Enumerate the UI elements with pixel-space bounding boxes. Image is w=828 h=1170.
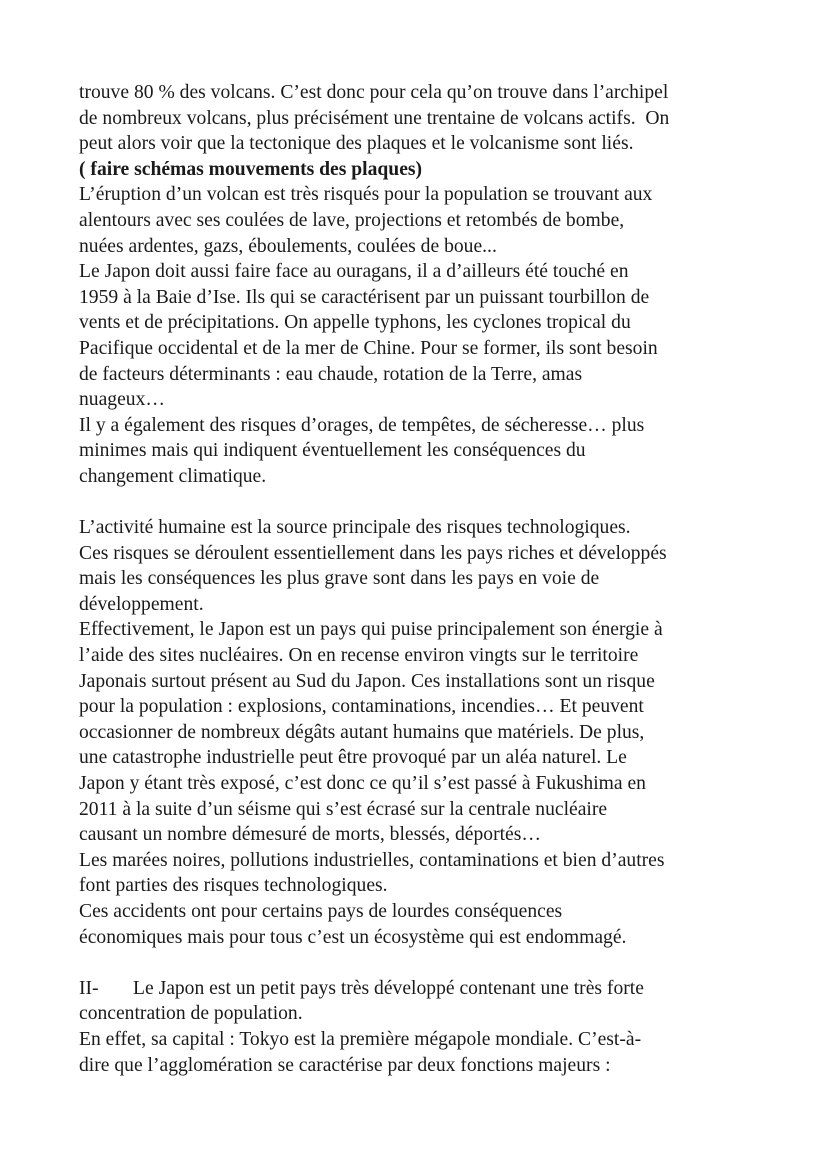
text-line: font parties des risques technologiques.: [79, 875, 388, 897]
text-line: nuageux…: [79, 389, 165, 411]
text-line: Ces risques se déroulent essentiellement dans les pays riches et développés: [79, 542, 667, 564]
text-line: Pacifique occidental et de la mer de Chine. Pour se former, ils sont besoin: [79, 337, 658, 359]
text-line: Japonais surtout présent au Sud du Japon. Ces installations sont un risque: [79, 670, 655, 692]
text-line: Ces accidents ont pour certains pays de lourdes conséquences: [79, 901, 563, 922]
text-line: pour la population : explosions, contaminations, incendies… Et peuvent: [79, 696, 644, 718]
text-line: l’aide des sites nucléaires. On en recense environ vingts sur le territoire: [79, 645, 639, 667]
text-line: trouve 80 % des volcans. C’est donc pour cela qu’on trouve dans l’archipel: [79, 82, 669, 103]
text-line: occasionner de nombreux dégâts autant humains que matériels. De plus,: [79, 721, 645, 743]
text-line: de nombreux volcans, plus précisément une trentaine de volcans actifs. On: [79, 107, 670, 129]
section-heading-text: Le Japon est un petit pays très développé contenant une très forte: [133, 977, 644, 999]
section-heading: [79, 976, 759, 1002]
text-line: économiques mais pour tous c’est un écosystème qui est endommagé.: [79, 926, 627, 948]
bold-note: ( faire schémas mouvements des plaques): [79, 158, 423, 180]
text-line: 1959 à la Baie d’Ise. Ils qui se caractérisent par un puissant tourbillon de: [79, 286, 650, 308]
text-line: peut alors voir que la tectonique des plaques et le volcanisme sont liés.: [79, 133, 634, 155]
paragraph-spacer: [79, 490, 759, 516]
text-line: mais les conséquences les plus grave sont dans les pays en voie de: [79, 568, 600, 590]
text-line: L’activité humaine est la source principale des risques technologiques.: [79, 517, 631, 539]
text-line: changement climatique.: [79, 465, 267, 487]
text-line: Effectivement, le Japon est un pays qui puise principalement son énergie à: [79, 619, 663, 641]
document-body: [79, 80, 759, 1078]
text-line: alentours avec ses coulées de lave, projections et retombés de bombe,: [79, 209, 625, 231]
text-line: causant un nombre démesuré de morts, blessés, déportés…: [79, 824, 541, 846]
text-line: vents et de précipitations. On appelle typhons, les cyclones tropical du: [79, 312, 631, 334]
text-line: une catastrophe industrielle peut être provoqué par un aléa naturel. Le: [79, 747, 627, 769]
section-heading-continuation: concentration de population.: [79, 1003, 303, 1025]
text-line: Les marées noires, pollutions industrielles, contaminations et bien d’autres: [79, 849, 665, 871]
text-line: de facteurs déterminants : eau chaude, rotation de la Terre, amas: [79, 363, 583, 385]
text-line: Le Japon doit aussi faire face au ouragans, il a d’ailleurs été touché en: [79, 261, 629, 283]
paragraph-spacer: [79, 950, 759, 976]
text-line: Il y a également des risques d’orages, de tempêtes, de sécheresse… plus: [79, 414, 645, 436]
text-line: nuées ardentes, gazs, éboulements, coulées de boue...: [79, 235, 497, 257]
section-number: II-: [79, 977, 99, 999]
text-line: minimes mais qui indiquent éventuellement les conséquences du: [79, 440, 586, 462]
text-line: dire que l’agglomération se caractérise par deux fonctions majeurs :: [79, 1054, 611, 1076]
text-line: Japon y étant très exposé, c’est donc ce qu’il s’est passé à Fukushima en: [79, 773, 646, 795]
text-line: développement.: [79, 593, 204, 615]
text-line: 2011 à la suite d’un séisme qui s’est écrasé sur la centrale nucléaire: [79, 798, 608, 820]
text-line: L’éruption d’un volcan est très risqués pour la population se trouvant aux: [79, 184, 653, 206]
text-line: En effet, sa capital : Tokyo est la première mégapole mondiale. C’est-à-: [79, 1028, 642, 1050]
